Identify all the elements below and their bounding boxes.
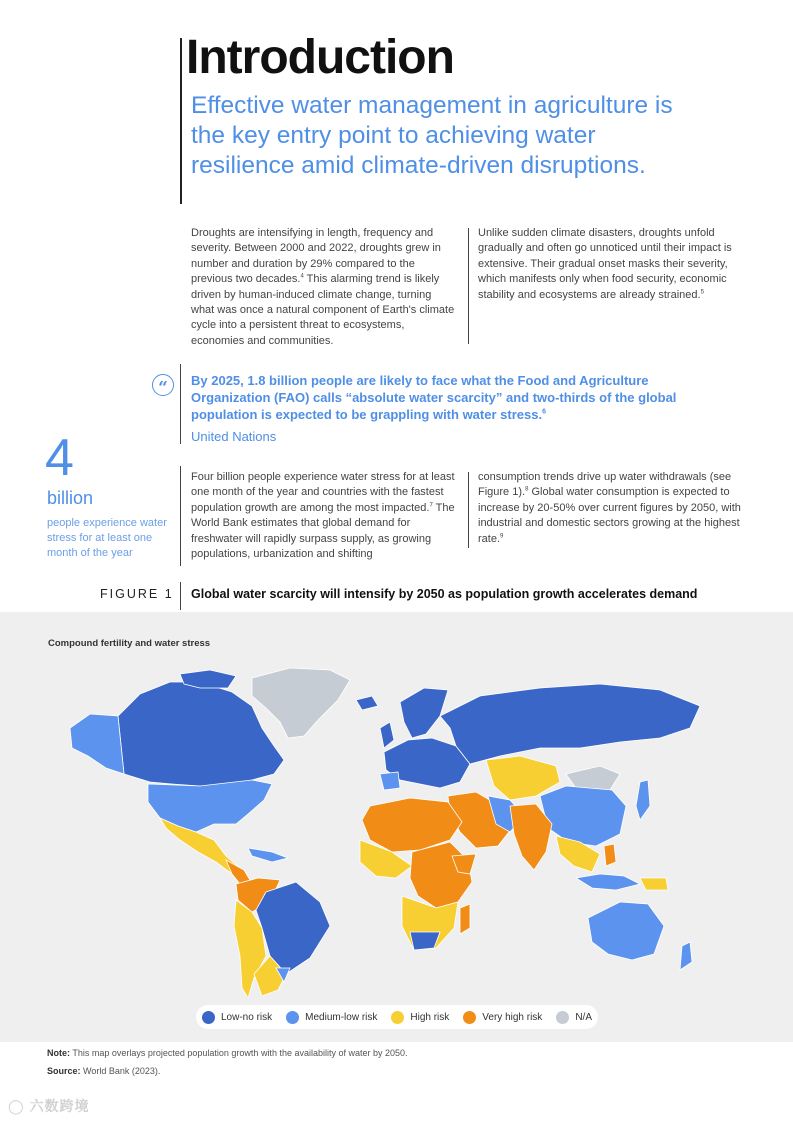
intro-paragraph-1: Droughts are intensifying in length, frequency and severity. Between 2000 and 2022, droughts grew in number and duration by 29% compared to the previous two decades.$^4$ This alarming trend is likely driven by human-induced climate change, turning what was once a natural component of Earth's climate cycle into a persistent threat to ecosystems, economies and communities. — [191, 227, 455, 347]
figure-rule — [180, 582, 181, 610]
legend-label: High risk — [410, 1011, 450, 1023]
page-subtitle: Effective water management in agriculture is the key entry point to achieving water resilience amid climate-driven disruptions. — [191, 92, 673, 179]
legend-item-high — [391, 1011, 449, 1024]
body-paragraph-2: consumption trends drive up water withdrawals (see Figure 1).$^8$ Global water consumption is expected to increase by 20-50% over current figures by 2050, with industrial and domestic sectors growing at the highest rate.$^9$ — [478, 471, 741, 545]
region-indonesia — [576, 874, 640, 890]
region-philippines — [604, 844, 616, 866]
figure-label: FIGURE 1 — [100, 587, 174, 601]
body-paragraph-1: Four billion people experience water stress for at least one month of the year and countries with the fastest population growth are among the most impacted.$^7$ The World Bank estimates that global demand for freshwater will rapidly surpass supply, as growing populations, urbanization and shifting — [191, 471, 455, 561]
legend-item-medium-low — [286, 1011, 377, 1024]
map-panel — [0, 612, 793, 1042]
world-map — [0, 656, 793, 996]
stat-unit: billion — [47, 488, 94, 508]
map-legend — [196, 1005, 598, 1029]
legend-label: Medium-low risk — [305, 1011, 378, 1023]
legend-label: Low-no risk — [221, 1011, 273, 1023]
legend-item-low-no — [202, 1011, 272, 1024]
legend-item-na — [556, 1011, 592, 1024]
quote-rule — [180, 364, 181, 444]
region-australia — [588, 902, 664, 960]
region-uk — [380, 722, 394, 748]
body-rule — [180, 466, 181, 566]
region-scandinavia — [400, 688, 448, 738]
region-papua — [640, 878, 668, 890]
page-title: Introduction — [186, 31, 454, 84]
region-russia — [440, 684, 700, 764]
region-japan — [636, 780, 650, 820]
region-spain — [380, 772, 400, 790]
column-divider — [468, 472, 469, 548]
legend-swatch — [286, 1011, 299, 1024]
region-china — [540, 786, 626, 846]
region-new-zealand — [680, 942, 692, 970]
region-arctic-islands — [180, 670, 236, 688]
quote-icon: “ — [152, 374, 174, 396]
legend-label: N/A — [575, 1011, 592, 1023]
region-caribbean — [248, 848, 288, 862]
region-greenland — [252, 668, 350, 738]
legend-swatch — [391, 1011, 404, 1024]
quote-source: United Nations — [191, 429, 277, 444]
figure-note: Note: This map overlays projected population growth with the availability of water by 2050. — [47, 1048, 408, 1058]
column-divider — [468, 228, 469, 344]
legend-swatch — [463, 1011, 476, 1024]
legend-swatch — [556, 1011, 569, 1024]
figure-title: Global water scarcity will intensify by 2050 as population growth accelerates demand — [191, 587, 698, 601]
region-iceland — [356, 696, 378, 710]
map-title: Compound fertility and water stress — [48, 638, 211, 649]
stat-description: people experience water stress for at least one month of the year — [47, 517, 167, 559]
pull-quote: By 2025, 1.8 billion people are likely to face what the Food and Agriculture Organization (FAO) calls “absolute water scarcity” and two-thirds of the global population is expected to be grappling with water stress.$^6$ — [191, 373, 677, 422]
title-rule — [180, 38, 182, 204]
legend-swatch — [202, 1011, 215, 1024]
legend-item-very-high — [463, 1011, 542, 1024]
figure-source: Source: World Bank (2023). — [47, 1066, 161, 1076]
intro-paragraph-2: Unlike sudden climate disasters, droughts unfold gradually and often go unnoticed until their impact is extensive. Their gradual onset masks their severity, which manifests only when food security, economic stability and ecosystems are already strained.$^5$ — [478, 227, 732, 301]
region-alaska — [70, 714, 124, 774]
watermark-logo: ◯︎ 六数跨境 — [8, 1098, 90, 1114]
watermark-text: 六数跨境 — [29, 1098, 90, 1114]
legend-label: Very high risk — [482, 1011, 543, 1023]
region-madagascar — [460, 904, 470, 934]
stat-number: 4 — [45, 429, 74, 487]
region-central-africa — [410, 842, 472, 908]
